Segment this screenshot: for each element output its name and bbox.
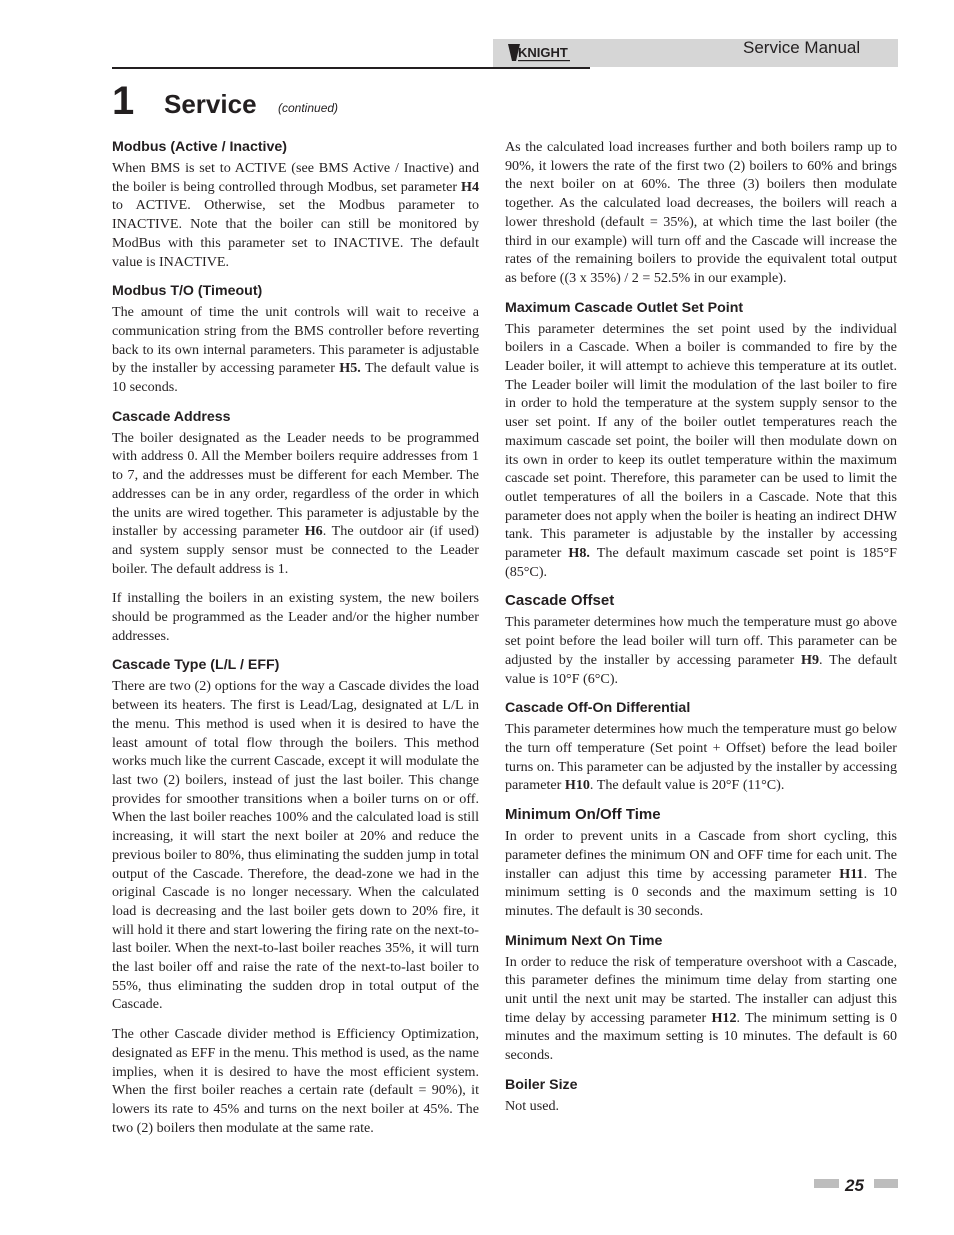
left-column <box>112 138 479 1148</box>
paragraph-type-1: There are two (2) options for the way a Cascade divides the load between its heaters. The first is Lead/Lag, designated at L/L in the menu. This method is used when it is desired to have the least amount of total flow through the boilers. This method works much like the current Cascade, except it will modulate the last two (2) boilers, instead of just the last boiler. This change provides for smoother transitions when a boiler turns on or off. When the last boiler reaches 100% and the calculated load is still increasing, it will start the next boiler at 20% and reduce the previous boiler to 80%, thus eliminating the sudden jump in total output of the Cascade. Therefore, the dead-zone we had in the original Cascade is no longer necessary. When the calculated load is decreasing and the last boiler gets down to 20% fire, it will hold it there and start lowering the firing rate on the next-to-last boiler. When the next-to-last boiler reaches 35%, it will turn the last boiler off and raise the rate of the next-to-last boiler to 55%, thus eliminating the sudden drop in total output of the Cascade. <box>112 678 479 1013</box>
manual-label: Service Manual <box>743 38 861 57</box>
right-column <box>505 138 897 1127</box>
section-heading-min-next-on: Minimum Next On Time <box>505 932 663 949</box>
section-heading-max-outlet: Maximum Cascade Outlet Set Point <box>505 299 744 316</box>
section-heading-type: Cascade Type (L/L / EFF) <box>112 657 280 674</box>
section-heading-address: Cascade Address <box>112 408 231 425</box>
paragraph-type-2: The other Cascade divider method is Efficiency Optimization, designated as EFF in the menu. This method is used, as the name implies, when it is desired to have the most efficient system. When the first boiler reaches a certain rate (default = 90%), it lowers its rate to 45% and turns on the next boiler at 45%. The two (2) boilers then modulate at the same rate. <box>112 1026 479 1136</box>
chapter-continued: (continued) <box>278 101 339 115</box>
chapter-title: Service <box>164 89 257 119</box>
section-heading-differential: Cascade Off-On Differential <box>505 700 691 717</box>
footer-bar-right <box>874 1179 898 1188</box>
paragraph-max-outlet: This parameter determines the set point used by the individual boilers in a Cascade. When a boiler is commanded to fire by the Leader boiler, it will attempt to achieve this temperature at its outlet. The Leader boiler will limit the modulation of the last boiler to fire in order to hold the temperature at the system supply sensor to the user set point. If any of the boiler outlet temperatures reach the maximum cascade set point, the boiler will then modulate down on its own in order to keep its outlet temperature within the maximum cascade set point. Therefore, this parameter can be used to limit the outlet temperatures of all the boilers in a Cascade. Note that this parameter does not apply when the boiler is heating an indirect DHW tank. This parameter is adjustable by the installer by accessing parameter H8. The default maximum cascade set point is 185°F (85°C). <box>505 320 897 580</box>
paragraph-timeout: The amount of time the unit controls will wait to receive a communication string from the BMS controller before reverting back to its own internal parameters. This parameter is adjustable by the installer by accessing parameter H5. The default value is 10 seconds. <box>112 304 479 396</box>
section-heading-boiler-size: Boiler Size <box>505 1076 578 1093</box>
paragraph-modbus: When BMS is set to ACTIVE (see BMS Active / Inactive) and the boiler is being controlled through Modbus, set parameter H4 to ACTIVE. Otherwise, set the Modbus parameter to INACTIVE. Note that the boiler can still be monitored by ModBus with this parameter set to INACTIVE. The default value is INACTIVE. <box>112 160 479 270</box>
paragraph-boiler-size: Not used. <box>505 1097 560 1114</box>
section-heading-min-on-off: Minimum On/Off Time <box>505 806 661 824</box>
section-heading-modbus: Modbus (Active / Inactive) <box>112 139 288 155</box>
chapter-number: 1 <box>112 79 135 123</box>
section-heading-timeout: Modbus T/O (Timeout) <box>112 283 263 300</box>
section-heading-offset: Cascade Offset <box>505 592 615 610</box>
paragraph-address-1: The boiler designated as the Leader needs to be programmed with address 0. All the Member boilers require addresses from 1 to 7, and the addresses must be different for each Member. The addresses can be in any order, regardless of the order in which the units are wired together. This parameter is adjustable by the installer by accessing parameter H6. The outdoor air (if used) and system supply sensor must be connected to the Leader boiler. The default address is 1. <box>112 429 479 577</box>
header-rule <box>112 67 590 69</box>
page-number: 25 <box>845 1176 864 1195</box>
paragraph-offset: This parameter determines how much the temperature must go above set point before the lead boiler will turn off. This parameter can be adjusted by the installer by accessing parameter H9. The default value is 10°F (6°C). <box>505 614 897 687</box>
knight-logo <box>506 41 578 65</box>
paragraph-min-next-on: In order to reduce the risk of temperature overshoot with a Cascade, this parameter defines the minimum time delay from starting one unit until the next unit may be started. The installer can adjust this time delay by accessing parameter H12. The minimum setting is 0 minutes and the maximum setting is 10 minutes. The default is 60 seconds. <box>505 953 897 1064</box>
paragraph-intro: As the calculated load increases further and both boilers ramp up to 90%, it lowers the rate of the first two (2) boilers to 60% and brings the next boiler on at 60%. The three (3) boilers then modulate together. As the calculated load decreases, the boilers will reach a lower threshold (default = 35%), at which time the last boiler (the third in our example) will turn off and the Cascade will increase the rates of the remaining boilers to provide the equivalent total output as before ((3 x 35%) / 2 = 52.5% in our example). <box>505 139 897 286</box>
paragraph-differential: This parameter determines how much the temperature must go below the turn off temperature (Set point + Offset) before the lead boiler turns on. This parameter can be adjusted by the installer by accessing parameter H10. The default value is 20°F (11°C). <box>505 721 897 794</box>
svg-text:KNIGHT: KNIGHT <box>518 45 568 60</box>
footer-bar-left <box>814 1179 839 1188</box>
paragraph-address-2: If installing the boilers in an existing system, the new boilers should be programmed as the Leader and/or the higher number addresses. <box>112 590 479 644</box>
paragraph-min-on-off: In order to prevent units in a Cascade from short cycling, this parameter defines the minimum ON and OFF time for each unit. The installer can adjust this time by accessing parameter H11. The minimum setting is 0 seconds and the maximum setting is 10 minutes. The default is 30 seconds. <box>505 828 897 919</box>
